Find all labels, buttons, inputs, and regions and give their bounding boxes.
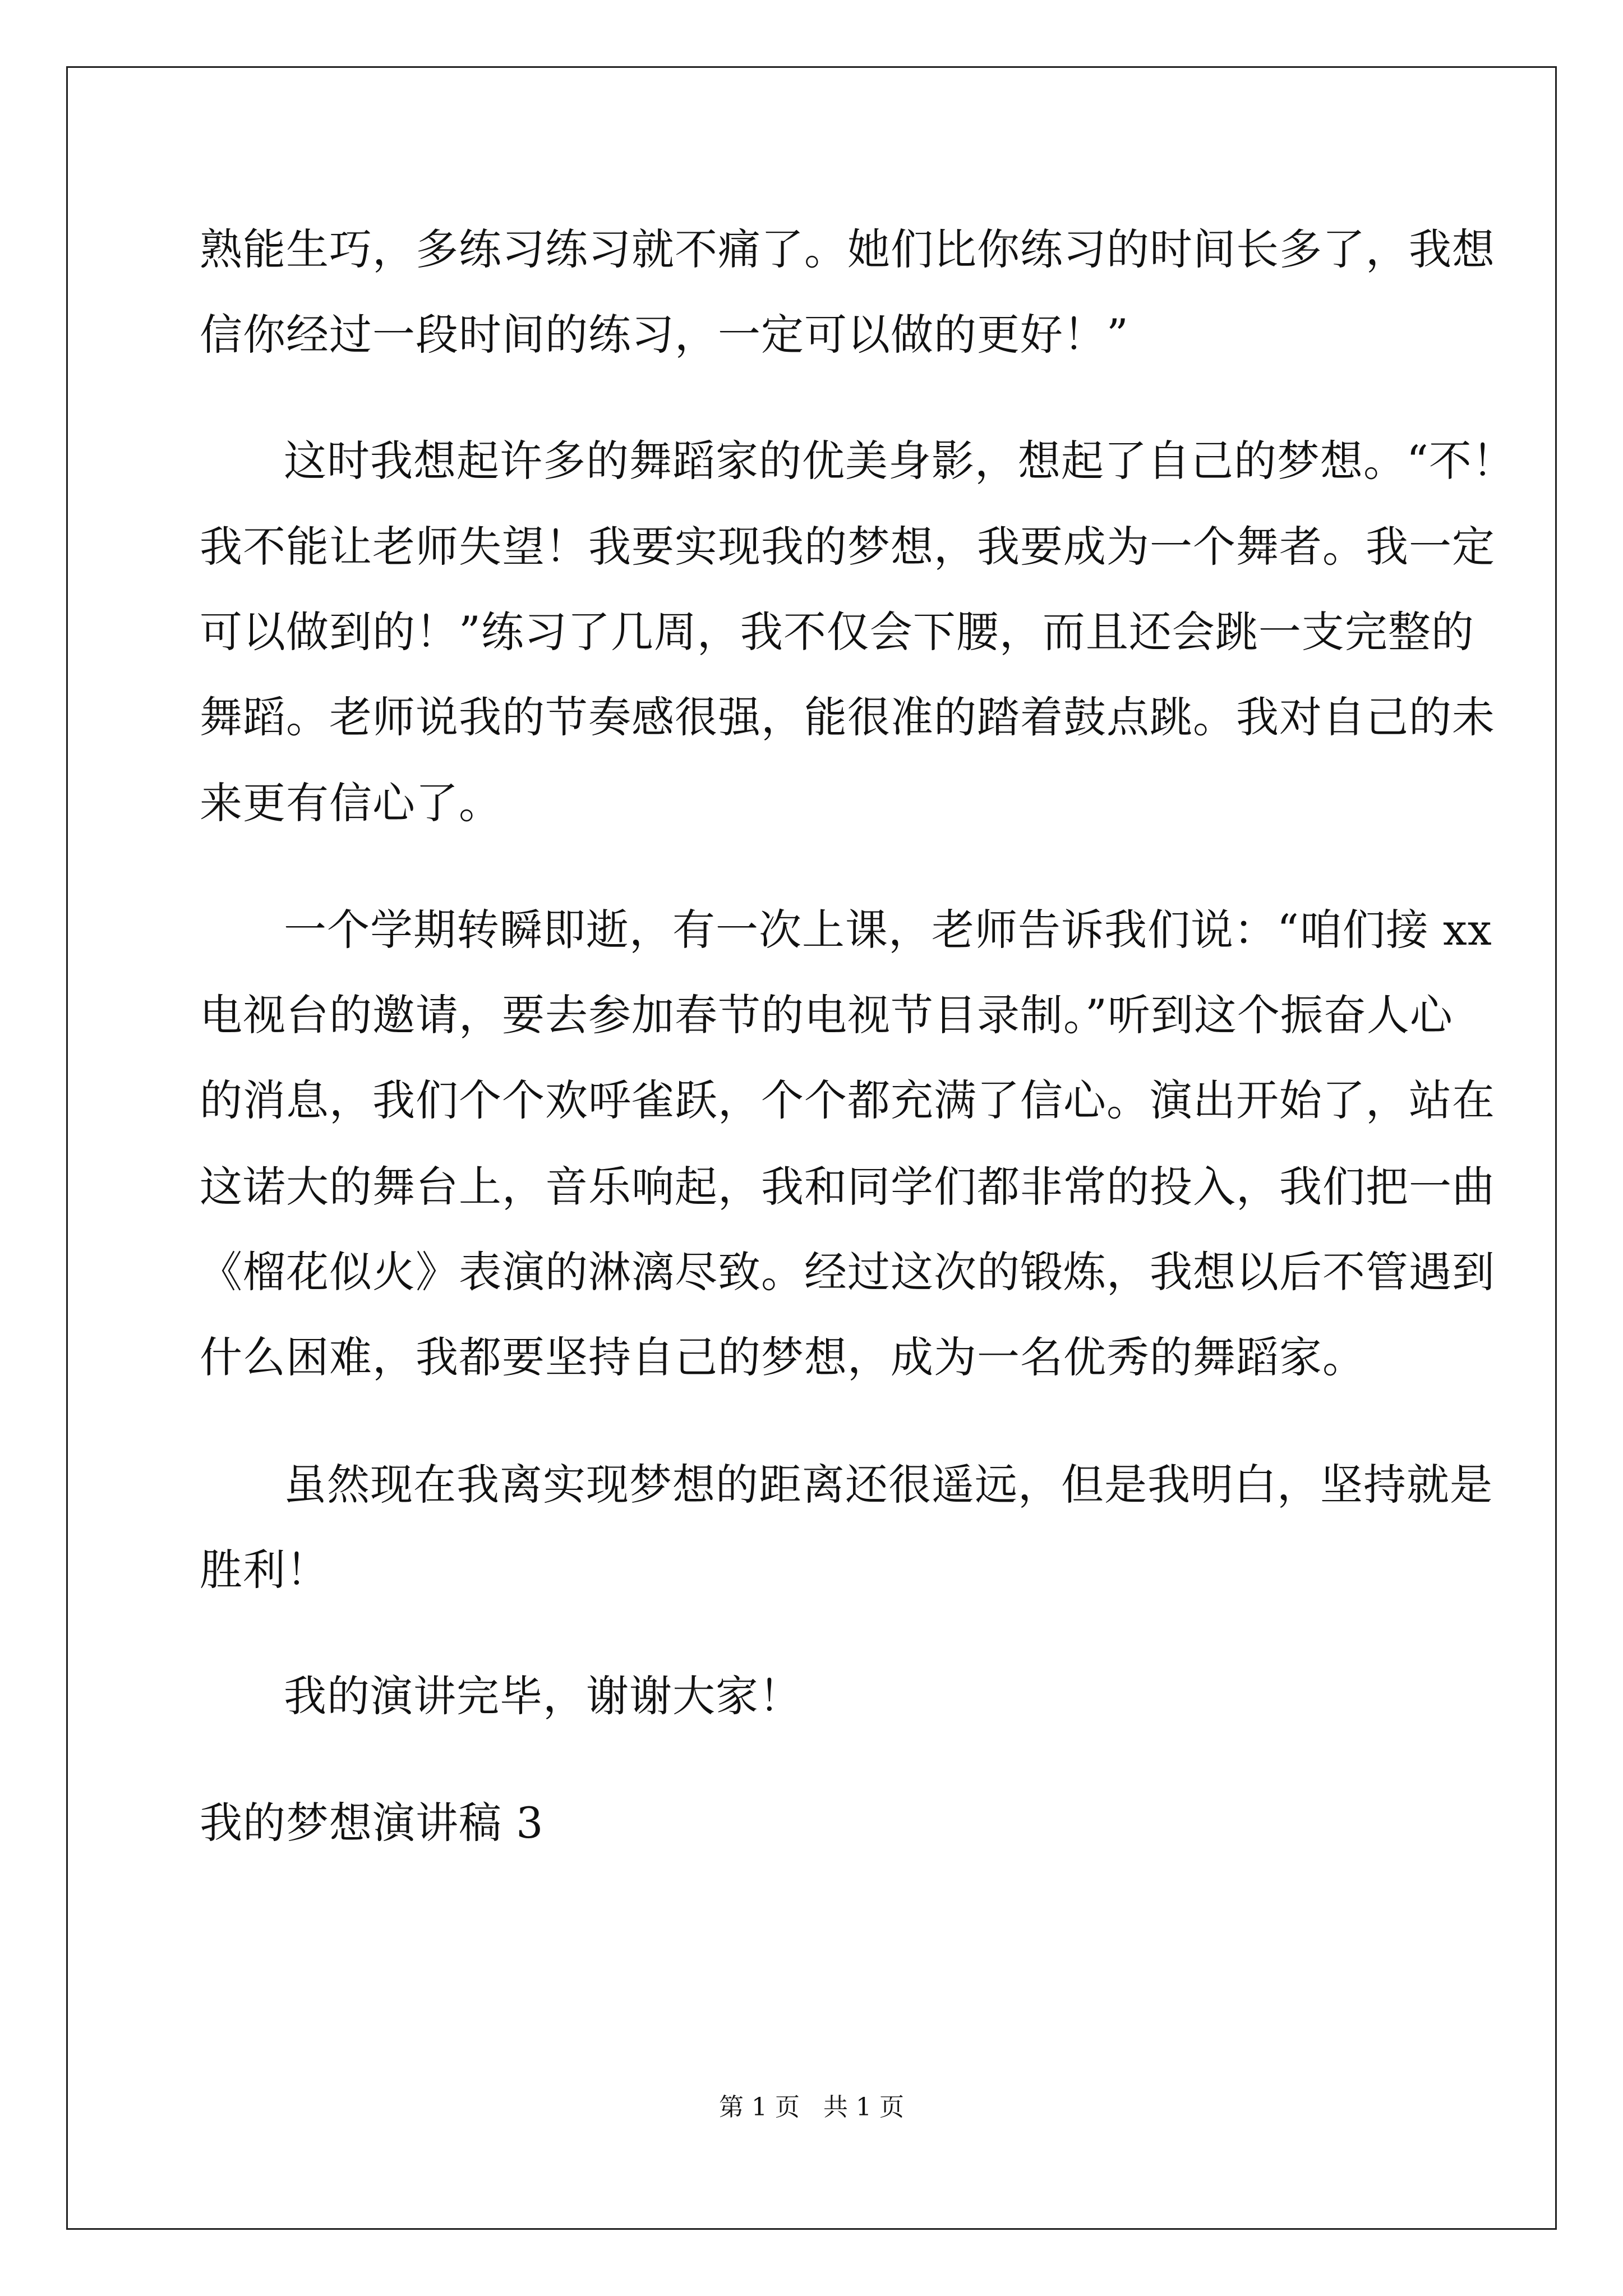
body-line: 熟能生巧，多练习练习就不痛了。她们比你练习的时间长多了，我想 (200, 224, 1495, 274)
page-border (66, 66, 1557, 2230)
paragraph-start-line: 虽然现在我离实现梦想的距离还很遥远，但是我明白，坚持就是 (284, 1460, 1493, 1510)
body-line: 胜利！ (200, 1545, 329, 1595)
body-line: 电视台的邀请，要去参加春节的电视节目录制。”听到这个振奋人心 (200, 990, 1453, 1040)
paragraph-start-line: 这时我想起许多的舞蹈家的优美身影，想起了自己的梦想。“不！ (284, 436, 1515, 486)
paragraph-start-line: 我的演讲完毕，谢谢大家！ (284, 1671, 802, 1721)
body-line: 我不能让老师失望！我要实现我的梦想，我要成为一个舞者。我一定 (200, 522, 1495, 572)
body-line: 《榴花似火》表演的淋漓尽致。经过这次的锻炼，我想以后不管遇到 (200, 1247, 1495, 1297)
body-line: 什么困难，我都要坚持自己的梦想，成为一名优秀的舞蹈家。 (200, 1332, 1366, 1382)
body-line: 的消息，我们个个欢呼雀跃，个个都充满了信心。演出开始了，站在 (200, 1075, 1495, 1125)
body-line: 舞蹈。老师说我的节奏感很强，能很准的踏着鼓点跳。我对自己的未 (200, 692, 1495, 742)
section-heading: 我的梦想演讲稿 3 (200, 1798, 544, 1848)
body-line: 这诺大的舞台上，音乐响起，我和同学们都非常的投入，我们把一曲 (200, 1162, 1495, 1212)
body-line: 可以做到的！”练习了几周，我不仅会下腰，而且还会跳一支完整的 (200, 607, 1474, 657)
body-line: 信你经过一段时间的练习，一定可以做的更好！” (200, 310, 1129, 360)
page-footer: 第 1 页 共 1 页 (719, 2093, 904, 2122)
body-line: 来更有信心了。 (200, 778, 502, 828)
paragraph-start-line: 一个学期转瞬即逝，有一次上课，老师告诉我们说：“咱们接 xx (284, 905, 1492, 955)
